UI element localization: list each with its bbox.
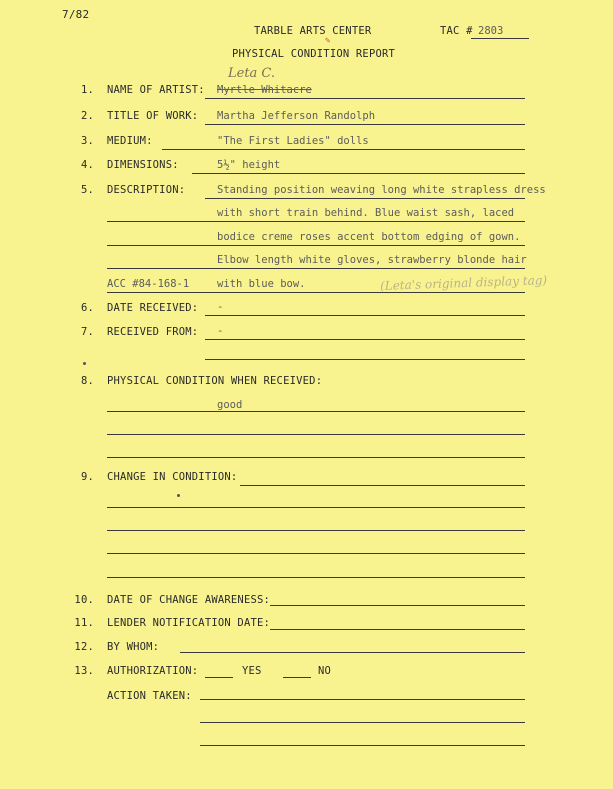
description-line-1[interactable]: Standing position weaving long white strapless dress [217,184,546,196]
change-in-condition-line-5[interactable] [107,577,525,578]
description-rule-3 [107,245,525,246]
field-number-5: 5. [80,184,94,196]
dimensions-label: DIMENSIONS: [107,159,179,171]
description-rule-4 [107,268,525,269]
medium-line [162,149,525,150]
artist-line [205,98,525,99]
handwritten-display-note: (Leta's original display tag) [379,273,548,293]
field-number-3: 3. [80,135,94,147]
field-number-13: 13. [74,665,94,677]
lender-notification-line[interactable] [270,629,525,630]
description-line-2[interactable]: with short train behind. Blue waist sash, laced [217,207,515,219]
condition-received-line-1 [107,411,525,412]
authorization-no-label: NO [318,665,332,677]
by-whom-label: BY WHOM: [107,641,160,653]
description-line-4[interactable]: Elbow length white gloves, strawberry blonde hair [217,254,527,266]
field-number-6: 6. [80,302,94,314]
change-in-condition-line-2[interactable] [107,507,525,508]
description-rule-5 [107,292,525,293]
artist-handwritten-correction: Leta C. [228,66,276,81]
action-taken-line-3[interactable] [200,745,525,746]
change-in-condition-line-4[interactable] [107,553,525,554]
artist-label: NAME OF ARTIST: [107,84,205,96]
by-whom-line[interactable] [180,652,525,653]
dimensions-line [192,173,525,174]
condition-received-label: PHYSICAL CONDITION WHEN RECEIVED: [107,375,323,387]
field-number-1: 1. [80,84,94,96]
stray-mark-2 [177,494,180,497]
ink-mark: ✎ [325,36,331,46]
action-taken-line-2[interactable] [200,722,525,723]
org-name: TARBLE ARTS CENTER [254,25,372,37]
received-from-label: RECEIVED FROM: [107,326,199,338]
tac-number: 2803 [478,25,504,37]
corner-date: 7/82 [62,8,90,21]
description-line-5[interactable]: with blue bow. [217,278,306,290]
field-number-2: 2. [80,110,94,122]
authorization-yes-line[interactable] [205,677,233,678]
date-change-awareness-line[interactable] [270,605,525,606]
field-number-9: 9. [80,471,94,483]
action-taken-line-1[interactable] [200,699,525,700]
description-rule-2 [107,221,525,222]
field-number-12: 12. [74,641,94,653]
received-from-line-1 [205,339,525,340]
field-number-7: 7. [80,326,94,338]
title-line [205,124,525,125]
stray-mark [83,362,86,365]
authorization-yes-label: YES [242,665,262,677]
change-in-condition-label: CHANGE IN CONDITION: [107,471,238,483]
medium-label: MEDIUM: [107,135,153,147]
description-label: DESCRIPTION: [107,184,186,196]
field-number-4: 4. [80,159,94,171]
lender-notification-label: LENDER NOTIFICATION DATE: [107,617,271,629]
description-rule-1 [205,198,525,199]
received-from-line-2 [205,359,525,360]
field-number-11: 11. [74,617,94,629]
action-taken-label: ACTION TAKEN: [107,690,192,702]
change-in-condition-line-1[interactable] [240,485,525,486]
artist-value[interactable]: Myrtle Whitacre [217,84,312,96]
authorization-no-line[interactable] [283,677,311,678]
field-number-8: 8. [80,375,94,387]
date-received-line [205,315,525,316]
change-in-condition-line-3[interactable] [107,530,525,531]
condition-received-line-2 [107,434,525,435]
tac-label: TAC # [440,25,473,37]
title-value[interactable]: Martha Jefferson Randolph [217,110,376,122]
field-number-10: 10. [74,594,94,606]
date-received-value[interactable]: - [217,301,224,313]
condition-received-line-3 [107,457,525,458]
medium-value[interactable]: "The First Ladies" dolls [217,135,369,147]
title-label: TITLE OF WORK: [107,110,199,122]
tac-number-line [471,38,529,39]
dimensions-value[interactable]: 5½" height [217,159,281,171]
accession-number: ACC #84-168-1 [107,278,190,290]
form-title: PHYSICAL CONDITION REPORT [232,48,396,60]
condition-received-value[interactable]: good [217,399,243,411]
authorization-label: AUTHORIZATION: [107,665,199,677]
description-line-3[interactable]: bodice creme roses accent bottom edging of gown. [217,231,521,243]
date-received-label: DATE RECEIVED: [107,302,199,314]
date-change-awareness-label: DATE OF CHANGE AWARENESS: [107,594,271,606]
received-from-value[interactable]: - [217,325,224,337]
